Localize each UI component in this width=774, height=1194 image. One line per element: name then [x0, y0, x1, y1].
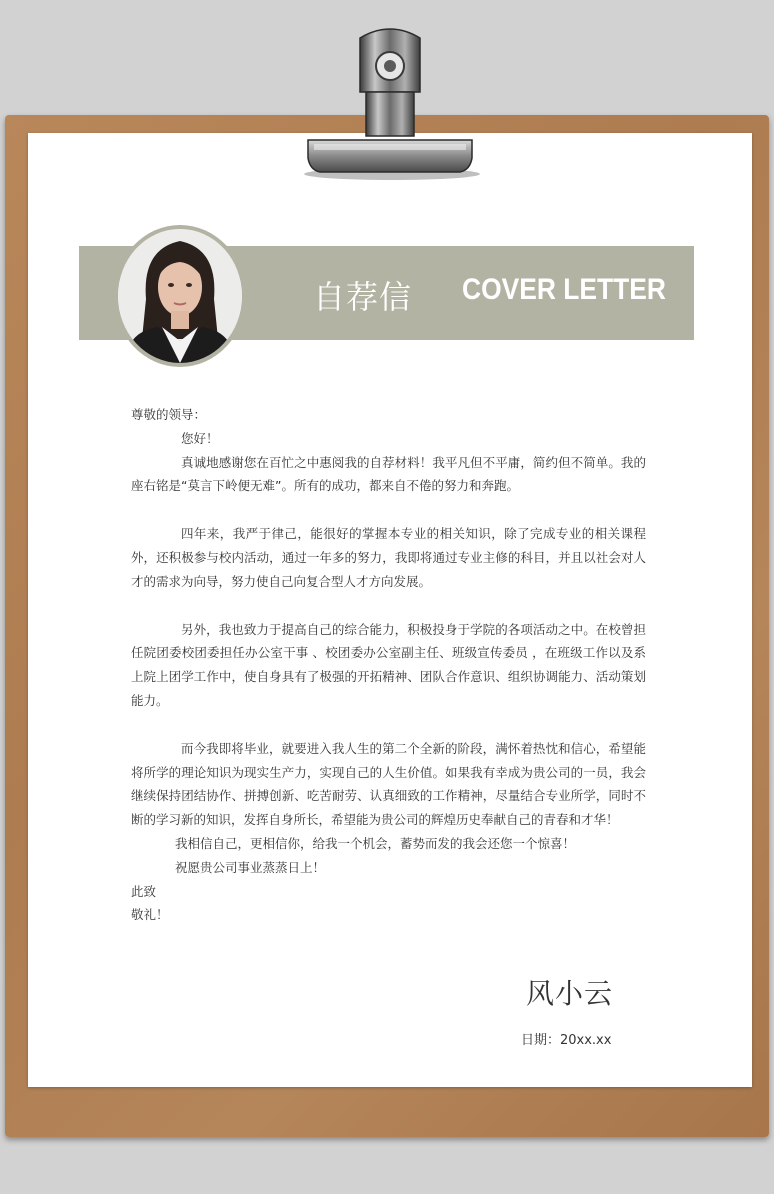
- signature-name: 风小云: [526, 977, 614, 1010]
- letter-body: [131, 403, 646, 927]
- portrait-photo: [118, 229, 242, 363]
- belief-line: 我相信自己，更相信你，给我一个机会，蓄势而发的我会还您一个惊喜！: [175, 835, 576, 851]
- paragraph-activities: 另外，我也致力于提高自己的综合能力，积极投身于学院的各项活动之中。在校曾担任院团委校团委担任办公室干事 、校团委办公室副主任、班级宣传委员 ，在班级工作以及系上院上团学工作中，使自身具有了极强的开拓精神、团队合作意识、组织协调能力、活动策划能力。: [131, 621, 646, 708]
- wish-line: 祝愿贵公司事业蒸蒸日上！: [175, 859, 326, 875]
- paragraph-graduation: 而今我即将毕业，就要进入我人生的第二个全新的阶段，满怀着热忱和信心，希望能将所学的理论知识为现实生产力，实现自己的人生价值。如果我有幸成为贵公司的一员，我会继续保持团结协作、拼搏创新、吃苦耐劳、认真细致的工作精神，尽量结合专业所学，同时不断的学习新的知识，发挥自身所长，希望能为贵公司的辉煌历史奉献自己的青春和才华！: [131, 740, 646, 828]
- title-english: COVER LETTER: [462, 273, 666, 306]
- paragraph-study: 四年来，我严于律己，能很好的掌握本专业的相关知识，除了完成专业的相关课程外，还积极参与校内活动，通过一年多的努力，我即将通过专业主修的科目，并且以社会对人才的需求为向导，努力使自己向复合型人才方向发展。: [131, 526, 646, 589]
- closing-line-1: 此致: [131, 883, 157, 899]
- salutation: 尊敬的领导：: [131, 407, 207, 422]
- title-chinese: 自荐信: [313, 278, 413, 316]
- greeting: 您好！: [181, 430, 219, 446]
- binder-clip-icon: [300, 22, 480, 182]
- signature-date: 日期：20xx.xx: [521, 1033, 612, 1048]
- avatar: [114, 225, 246, 367]
- paragraph-intro: 真诚地感谢您在百忙之中惠阅我的自荐材料！我平凡但不平庸，简约但不简单。我的座右铭是“莫言下岭便无难”。所有的成功，都来自不倦的努力和奔跑。: [131, 454, 646, 494]
- closing-line-2: 敬礼！: [131, 907, 169, 923]
